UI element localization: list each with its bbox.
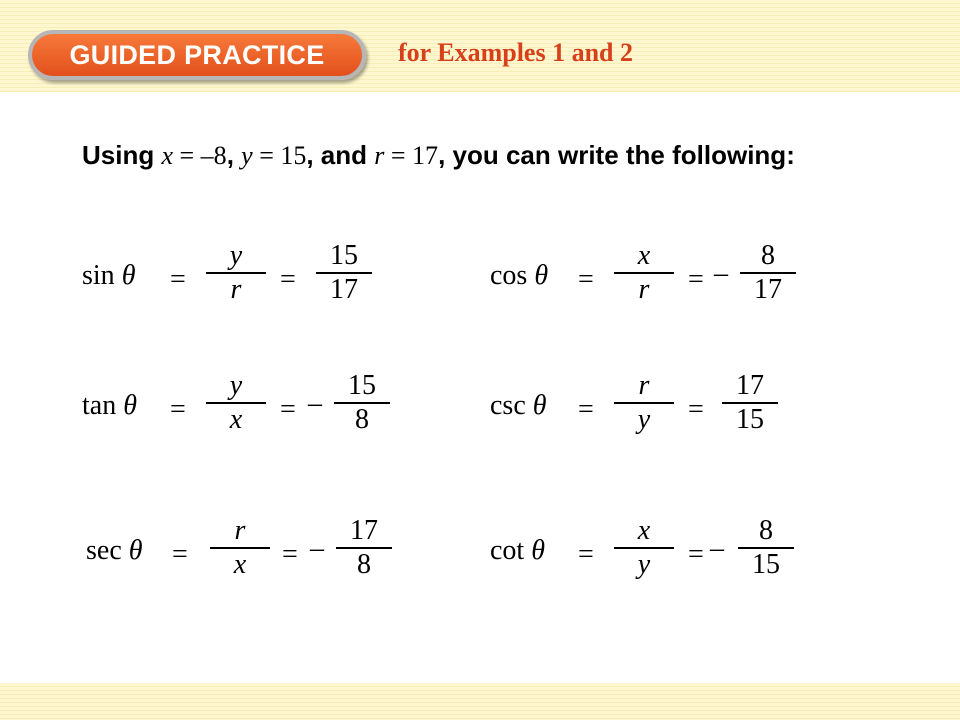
footer-band [0,683,960,720]
fraction-denominator: 8 [355,404,369,435]
fraction-numerator: y [229,370,243,401]
equals-sign: = [688,264,704,295]
equals-sign: = [688,539,704,570]
intro-rest: , you can write the following: [438,140,795,170]
fraction-denominator: y [637,549,651,580]
variable-fraction [614,515,674,581]
equals-sign: = [688,394,704,425]
intro-x-var: x [161,141,174,170]
equals-sign: = [280,264,296,295]
intro-comma: , [226,140,242,170]
fraction-numerator: 17 [350,515,378,546]
fraction-denominator: r [230,274,242,305]
fraction-denominator: 15 [752,549,780,580]
equals-sign: = [578,539,594,570]
fraction-denominator: x [229,404,243,435]
equals-sign: = [170,264,186,295]
variable-fraction [210,515,270,581]
cos-equation [490,240,820,320]
fraction-numerator: 8 [761,240,775,271]
function-name: sec θ [86,535,143,566]
value-fraction [740,240,796,306]
variable-fraction [206,370,266,436]
value-fraction [336,515,392,581]
fraction-denominator: y [637,404,651,435]
fraction-denominator: r [638,274,650,305]
minus-sign: – [714,258,728,289]
function-name: tan θ [82,390,137,421]
intro-x-value: = –8 [173,141,227,170]
function-name: cos θ [490,260,549,291]
minus-sign: – [308,388,322,419]
value-fraction [722,370,778,436]
fraction-numerator: x [637,240,651,271]
intro-and: , and [306,140,375,170]
fraction-numerator: 15 [348,370,376,401]
fraction-numerator: r [234,515,246,546]
variable-fraction [614,240,674,306]
minus-sign: – [710,533,724,564]
csc-equation [490,370,820,450]
fraction-denominator: 17 [330,274,358,305]
equals-sign: = [172,539,188,570]
intro-text [82,137,862,174]
fraction-numerator: r [638,370,650,401]
fraction-numerator: 15 [330,240,358,271]
guided-practice-badge: GUIDED PRACTICE [28,30,366,80]
fraction-denominator: 15 [736,404,764,435]
function-name: csc θ [490,390,547,421]
intro-y-value: = 15 [252,141,307,170]
tan-equation [82,370,412,450]
value-fraction [316,240,372,306]
fraction-denominator: x [233,549,247,580]
equals-sign: = [280,394,296,425]
value-fraction [334,370,390,436]
intro-y-var: y [241,141,253,170]
fraction-numerator: x [637,515,651,546]
function-name: cot θ [490,535,545,566]
intro-r-value: = 17 [384,141,439,170]
fraction-denominator: 17 [754,274,782,305]
sin-equation [82,240,402,320]
variable-fraction [206,240,266,306]
minus-sign: – [310,533,324,564]
fraction-denominator: 8 [357,549,371,580]
equals-sign: = [282,539,298,570]
equals-sign: = [170,394,186,425]
function-name: sin θ [82,260,136,291]
value-fraction [738,515,794,581]
fraction-numerator: y [229,240,243,271]
equals-sign: = [578,394,594,425]
sec-equation [86,515,416,595]
cot-equation [490,515,820,595]
variable-fraction [614,370,674,436]
fraction-numerator: 8 [759,515,773,546]
fraction-numerator: 17 [736,370,764,401]
intro-using: Using [82,140,155,170]
examples-subtitle: for Examples 1 and 2 [398,38,633,67]
intro-r-var: r [374,141,385,170]
equals-sign: = [578,264,594,295]
